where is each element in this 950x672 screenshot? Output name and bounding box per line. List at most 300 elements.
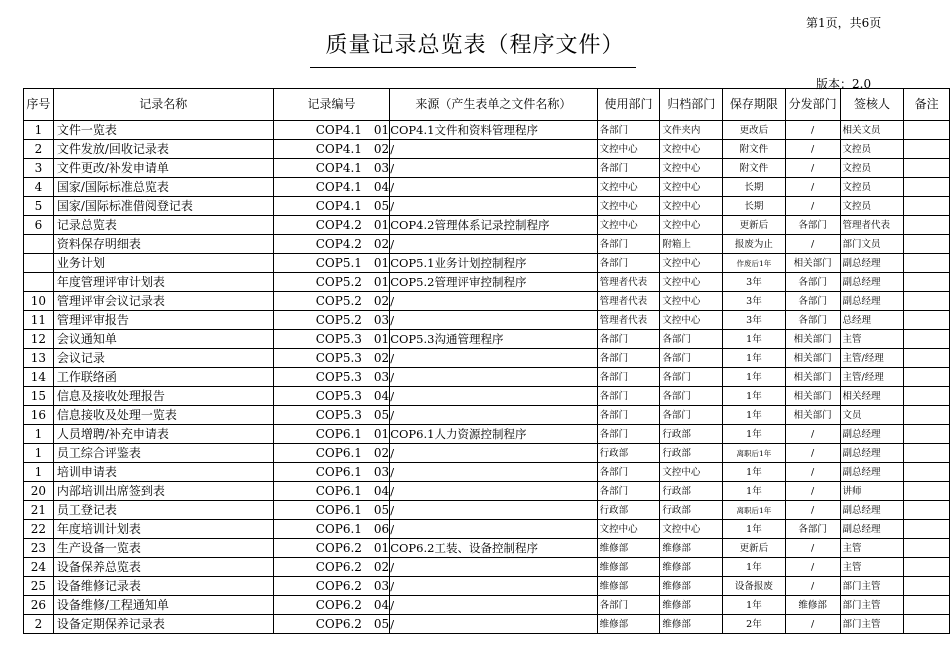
row-approver: 部门主管: [840, 577, 904, 596]
row-distribution: /: [785, 463, 840, 482]
row-distribution: 相关部门: [785, 330, 840, 349]
row-record-code: COP4.1 05: [273, 197, 389, 216]
row-source-document: /: [390, 596, 597, 615]
row-remark: [904, 577, 950, 596]
row-archive-dept: 文控中心: [660, 273, 723, 292]
row-remark: [904, 368, 950, 387]
row-use-dept: 维修部: [597, 558, 660, 577]
row-approver: 副总经理: [840, 501, 904, 520]
row-record-name: 文件更改/补发申请单: [53, 159, 273, 178]
row-retention: 1年: [723, 463, 786, 482]
table-row: [24, 330, 950, 349]
row-record-name: 信息及接收处理报告: [53, 387, 273, 406]
table-row: [24, 482, 950, 501]
row-use-dept: 各部门: [597, 463, 660, 482]
col-distribution: 分发部门: [785, 89, 840, 121]
row-distribution: /: [785, 235, 840, 254]
row-use-dept: 各部门: [597, 121, 660, 140]
row-approver: 文员: [840, 406, 904, 425]
row-record-code: COP6.2 01: [273, 539, 389, 558]
row-approver: 主管/经理: [840, 349, 904, 368]
row-approver: 副总经理: [840, 463, 904, 482]
row-seq: 5: [24, 197, 54, 216]
row-record-name: 设备定期保养记录表: [53, 615, 273, 634]
table-row: [24, 235, 950, 254]
row-use-dept: 各部门: [597, 387, 660, 406]
row-distribution: /: [785, 444, 840, 463]
table-row: [24, 596, 950, 615]
row-remark: [904, 520, 950, 539]
row-remark: [904, 330, 950, 349]
row-source-document: /: [390, 368, 597, 387]
row-distribution: 相关部门: [785, 406, 840, 425]
row-record-name: 工作联络函: [53, 368, 273, 387]
row-record-code: COP6.1 04: [273, 482, 389, 501]
row-retention: 1年: [723, 520, 786, 539]
row-source-document: /: [390, 292, 597, 311]
row-archive-dept: 文控中心: [660, 292, 723, 311]
row-remark: [904, 197, 950, 216]
table-row: [24, 387, 950, 406]
col-name: 记录名称: [53, 89, 273, 121]
row-distribution: /: [785, 577, 840, 596]
row-source-document: /: [390, 406, 597, 425]
row-record-name: 管理评审会议记录表: [53, 292, 273, 311]
row-source-document: COP5.3沟通管理程序: [390, 330, 597, 349]
row-retention: 1年: [723, 596, 786, 615]
row-distribution: /: [785, 539, 840, 558]
col-seq: 序号: [24, 89, 54, 121]
row-remark: [904, 292, 950, 311]
row-seq: 1: [24, 121, 54, 140]
row-retention: 设备报废: [723, 577, 786, 596]
row-record-name: 设备维修/工程通知单: [53, 596, 273, 615]
table-row: [24, 140, 950, 159]
row-approver: 部门主管: [840, 596, 904, 615]
row-remark: [904, 501, 950, 520]
row-source-document: /: [390, 349, 597, 368]
row-record-code: COP5.3 03: [273, 368, 389, 387]
table-row: [24, 558, 950, 577]
row-seq: 1: [24, 444, 54, 463]
row-seq: 16: [24, 406, 54, 425]
row-use-dept: 各部门: [597, 330, 660, 349]
col-code: 记录编号: [273, 89, 389, 121]
row-approver: 副总经理: [840, 444, 904, 463]
version-label: 版本：2.0: [816, 77, 872, 91]
row-record-name: 记录总览表: [53, 216, 273, 235]
row-archive-dept: 行政部: [660, 425, 723, 444]
row-use-dept: 各部门: [597, 596, 660, 615]
table-row: [24, 121, 950, 140]
row-retention: 更改后: [723, 121, 786, 140]
row-distribution: 相关部门: [785, 387, 840, 406]
row-archive-dept: 维修部: [660, 615, 723, 634]
row-record-name: 年度管理评审计划表: [53, 273, 273, 292]
row-remark: [904, 159, 950, 178]
row-source-document: /: [390, 197, 597, 216]
row-archive-dept: 行政部: [660, 501, 723, 520]
row-approver: 副总经理: [840, 520, 904, 539]
row-archive-dept: 文控中心: [660, 463, 723, 482]
row-seq: 24: [24, 558, 54, 577]
row-archive-dept: 文件夹内: [660, 121, 723, 140]
row-archive-dept: 各部门: [660, 349, 723, 368]
row-use-dept: 文控中心: [597, 216, 660, 235]
row-approver: 管理者代表: [840, 216, 904, 235]
row-remark: [904, 406, 950, 425]
row-source-document: /: [390, 159, 597, 178]
row-distribution: 各部门: [785, 311, 840, 330]
row-archive-dept: 各部门: [660, 330, 723, 349]
row-record-name: 文件发放/回收记录表: [53, 140, 273, 159]
row-source-document: COP6.1人力资源控制程序: [390, 425, 597, 444]
row-retention: 2年: [723, 615, 786, 634]
row-seq: 25: [24, 577, 54, 596]
row-retention: 离职后1年: [723, 501, 786, 520]
row-record-code: COP5.3 02: [273, 349, 389, 368]
row-approver: 相关经理: [840, 387, 904, 406]
row-use-dept: 行政部: [597, 444, 660, 463]
row-seq: 23: [24, 539, 54, 558]
row-record-name: 年度培训计划表: [53, 520, 273, 539]
row-seq: 4: [24, 178, 54, 197]
row-use-dept: 各部门: [597, 368, 660, 387]
row-approver: 讲师: [840, 482, 904, 501]
row-distribution: 相关部门: [785, 349, 840, 368]
row-distribution: 各部门: [785, 273, 840, 292]
row-archive-dept: 文控中心: [660, 254, 723, 273]
row-seq: 10: [24, 292, 54, 311]
row-source-document: COP5.2管理评审控制程序: [390, 273, 597, 292]
table-row: [24, 368, 950, 387]
row-seq: 15: [24, 387, 54, 406]
row-remark: [904, 596, 950, 615]
row-record-code: COP5.2 02: [273, 292, 389, 311]
row-archive-dept: 维修部: [660, 596, 723, 615]
row-record-name: 内部培训出席签到表: [53, 482, 273, 501]
row-approver: 主管: [840, 539, 904, 558]
row-record-code: COP5.3 01: [273, 330, 389, 349]
row-use-dept: 管理者代表: [597, 311, 660, 330]
table-row: [24, 425, 950, 444]
row-archive-dept: 各部门: [660, 387, 723, 406]
row-archive-dept: 文控中心: [660, 140, 723, 159]
row-record-code: COP6.1 05: [273, 501, 389, 520]
row-seq: 22: [24, 520, 54, 539]
row-record-code: COP4.2 02: [273, 235, 389, 254]
row-record-code: COP5.3 05: [273, 406, 389, 425]
table-row: [24, 406, 950, 425]
row-seq: 26: [24, 596, 54, 615]
row-remark: [904, 425, 950, 444]
row-distribution: /: [785, 178, 840, 197]
row-approver: 文控员: [840, 140, 904, 159]
row-record-code: COP6.1 03: [273, 463, 389, 482]
row-remark: [904, 121, 950, 140]
row-retention: 更新后: [723, 216, 786, 235]
row-source-document: /: [390, 482, 597, 501]
row-distribution: 维修部: [785, 596, 840, 615]
row-source-document: COP6.2工装、设备控制程序: [390, 539, 597, 558]
row-archive-dept: 文控中心: [660, 197, 723, 216]
row-approver: 部门文员: [840, 235, 904, 254]
row-distribution: /: [785, 558, 840, 577]
row-approver: 文控员: [840, 197, 904, 216]
row-source-document: /: [390, 311, 597, 330]
row-retention: 1年: [723, 558, 786, 577]
col-approver: 签核人: [840, 89, 904, 121]
table-row: [24, 292, 950, 311]
row-retention: 附文件: [723, 140, 786, 159]
row-approver: 文控员: [840, 159, 904, 178]
row-archive-dept: 行政部: [660, 482, 723, 501]
row-retention: 长期: [723, 178, 786, 197]
row-use-dept: 维修部: [597, 577, 660, 596]
row-seq: 1: [24, 463, 54, 482]
row-retention: 3年: [723, 311, 786, 330]
row-source-document: /: [390, 615, 597, 634]
row-record-code: COP6.2 04: [273, 596, 389, 615]
row-use-dept: 各部门: [597, 254, 660, 273]
row-archive-dept: 行政部: [660, 444, 723, 463]
row-seq: 21: [24, 501, 54, 520]
row-record-code: COP4.1 01: [273, 121, 389, 140]
row-distribution: /: [785, 121, 840, 140]
row-seq: 14: [24, 368, 54, 387]
row-record-name: 会议记录: [53, 349, 273, 368]
row-seq: [24, 235, 54, 254]
title-underline: [310, 67, 636, 68]
row-remark: [904, 216, 950, 235]
row-archive-dept: 附箱上: [660, 235, 723, 254]
row-archive-dept: 文控中心: [660, 311, 723, 330]
table-row: [24, 501, 950, 520]
row-retention: 1年: [723, 387, 786, 406]
row-source-document: COP5.1业务计划控制程序: [390, 254, 597, 273]
row-approver: 主管: [840, 330, 904, 349]
table-row: [24, 615, 950, 634]
row-distribution: 各部门: [785, 292, 840, 311]
row-record-code: COP6.2 03: [273, 577, 389, 596]
row-seq: 6: [24, 216, 54, 235]
row-seq: [24, 254, 54, 273]
row-source-document: /: [390, 178, 597, 197]
row-remark: [904, 254, 950, 273]
row-retention: 附文件: [723, 159, 786, 178]
row-retention: 1年: [723, 330, 786, 349]
row-seq: 13: [24, 349, 54, 368]
table-row: [24, 159, 950, 178]
row-seq: 1: [24, 425, 54, 444]
row-remark: [904, 539, 950, 558]
row-archive-dept: 文控中心: [660, 178, 723, 197]
row-approver: 主管: [840, 558, 904, 577]
row-approver: 总经理: [840, 311, 904, 330]
row-archive-dept: 各部门: [660, 368, 723, 387]
row-use-dept: 文控中心: [597, 178, 660, 197]
row-distribution: /: [785, 159, 840, 178]
row-retention: 长期: [723, 197, 786, 216]
table-row: [24, 520, 950, 539]
row-use-dept: 文控中心: [597, 520, 660, 539]
row-use-dept: 各部门: [597, 406, 660, 425]
table-row: [24, 539, 950, 558]
row-record-name: 员工登记表: [53, 501, 273, 520]
row-approver: 副总经理: [840, 254, 904, 273]
row-source-document: /: [390, 140, 597, 159]
row-record-code: COP4.2 01: [273, 216, 389, 235]
col-retention: 保存期限: [723, 89, 786, 121]
row-remark: [904, 615, 950, 634]
row-use-dept: 各部门: [597, 482, 660, 501]
row-record-name: 信息接收及处理一览表: [53, 406, 273, 425]
row-record-code: COP6.1 02: [273, 444, 389, 463]
row-retention: 作废后1年: [723, 254, 786, 273]
row-retention: 更新后: [723, 539, 786, 558]
row-archive-dept: 各部门: [660, 406, 723, 425]
row-record-code: COP6.2 02: [273, 558, 389, 577]
row-archive-dept: 维修部: [660, 539, 723, 558]
row-use-dept: 管理者代表: [597, 273, 660, 292]
row-record-code: COP5.1 01: [273, 254, 389, 273]
row-seq: 2: [24, 615, 54, 634]
row-approver: 副总经理: [840, 273, 904, 292]
row-remark: [904, 463, 950, 482]
row-record-name: 国家/国际标准总览表: [53, 178, 273, 197]
col-use-dept: 使用部门: [597, 89, 660, 121]
table-row: [24, 311, 950, 330]
table-row: [24, 444, 950, 463]
row-record-code: COP4.1 02: [273, 140, 389, 159]
table-row: [24, 254, 950, 273]
row-remark: [904, 311, 950, 330]
row-retention: 离职后1年: [723, 444, 786, 463]
row-use-dept: 维修部: [597, 615, 660, 634]
row-source-document: COP4.1文件和资料管理程序: [390, 121, 597, 140]
row-use-dept: 各部门: [597, 235, 660, 254]
table-row: [24, 273, 950, 292]
row-approver: 相关文员: [840, 121, 904, 140]
row-archive-dept: 文控中心: [660, 520, 723, 539]
row-distribution: /: [785, 482, 840, 501]
table-header-row: [24, 89, 950, 121]
record-table: [23, 88, 950, 634]
row-distribution: 各部门: [785, 216, 840, 235]
row-source-document: /: [390, 444, 597, 463]
row-record-name: 业务计划: [53, 254, 273, 273]
row-archive-dept: 维修部: [660, 558, 723, 577]
row-record-code: COP4.1 04: [273, 178, 389, 197]
row-seq: 2: [24, 140, 54, 159]
row-use-dept: 各部门: [597, 349, 660, 368]
row-approver: 副总经理: [840, 292, 904, 311]
row-use-dept: 管理者代表: [597, 292, 660, 311]
row-record-name: 管理评审报告: [53, 311, 273, 330]
row-remark: [904, 140, 950, 159]
row-record-name: 培训申请表: [53, 463, 273, 482]
row-use-dept: 文控中心: [597, 140, 660, 159]
row-approver: 主管/经理: [840, 368, 904, 387]
row-record-code: COP4.1 03: [273, 159, 389, 178]
row-record-name: 员工综合评鉴表: [53, 444, 273, 463]
row-remark: [904, 558, 950, 577]
row-source-document: /: [390, 235, 597, 254]
row-distribution: 相关部门: [785, 254, 840, 273]
row-record-name: 会议通知单: [53, 330, 273, 349]
row-retention: 1年: [723, 368, 786, 387]
row-approver: 文控员: [840, 178, 904, 197]
row-source-document: /: [390, 520, 597, 539]
row-seq: 12: [24, 330, 54, 349]
row-source-document: COP4.2管理体系记录控制程序: [390, 216, 597, 235]
row-use-dept: 文控中心: [597, 197, 660, 216]
row-retention: 3年: [723, 292, 786, 311]
row-seq: 3: [24, 159, 54, 178]
row-seq: 20: [24, 482, 54, 501]
row-approver: 副总经理: [840, 425, 904, 444]
row-seq: [24, 273, 54, 292]
row-retention: 1年: [723, 406, 786, 425]
row-source-document: /: [390, 558, 597, 577]
row-seq: 11: [24, 311, 54, 330]
row-archive-dept: 文控中心: [660, 159, 723, 178]
col-remark: 备注: [904, 89, 950, 121]
row-record-code: COP5.3 04: [273, 387, 389, 406]
page-info: 第1页，共6页: [806, 16, 882, 30]
row-retention: 3年: [723, 273, 786, 292]
row-retention: 1年: [723, 482, 786, 501]
row-remark: [904, 273, 950, 292]
row-remark: [904, 387, 950, 406]
row-archive-dept: 文控中心: [660, 216, 723, 235]
row-record-code: COP5.2 01: [273, 273, 389, 292]
row-archive-dept: 维修部: [660, 577, 723, 596]
row-remark: [904, 349, 950, 368]
row-distribution: /: [785, 197, 840, 216]
row-record-name: 设备维修记录表: [53, 577, 273, 596]
row-source-document: /: [390, 501, 597, 520]
row-record-code: COP6.2 05: [273, 615, 389, 634]
row-remark: [904, 482, 950, 501]
row-use-dept: 各部门: [597, 425, 660, 444]
row-distribution: 各部门: [785, 520, 840, 539]
row-record-code: COP5.2 03: [273, 311, 389, 330]
row-distribution: /: [785, 501, 840, 520]
row-record-name: 生产设备一览表: [53, 539, 273, 558]
row-distribution: 相关部门: [785, 368, 840, 387]
row-source-document: /: [390, 463, 597, 482]
row-remark: [904, 444, 950, 463]
table-row: [24, 197, 950, 216]
row-record-code: COP6.1 01: [273, 425, 389, 444]
row-remark: [904, 178, 950, 197]
row-record-code: COP6.1 06: [273, 520, 389, 539]
table-row: [24, 463, 950, 482]
row-distribution: /: [785, 425, 840, 444]
row-distribution: /: [785, 140, 840, 159]
row-record-name: 文件一览表: [53, 121, 273, 140]
table-row: [24, 216, 950, 235]
row-use-dept: 各部门: [597, 159, 660, 178]
row-retention: 1年: [723, 425, 786, 444]
page-title: 质量记录总览表（程序文件）: [325, 33, 625, 58]
row-record-name: 资料保存明细表: [53, 235, 273, 254]
row-source-document: /: [390, 577, 597, 596]
row-approver: 部门主管: [840, 615, 904, 634]
row-record-name: 国家/国际标准借阅登记表: [53, 197, 273, 216]
row-distribution: /: [785, 615, 840, 634]
